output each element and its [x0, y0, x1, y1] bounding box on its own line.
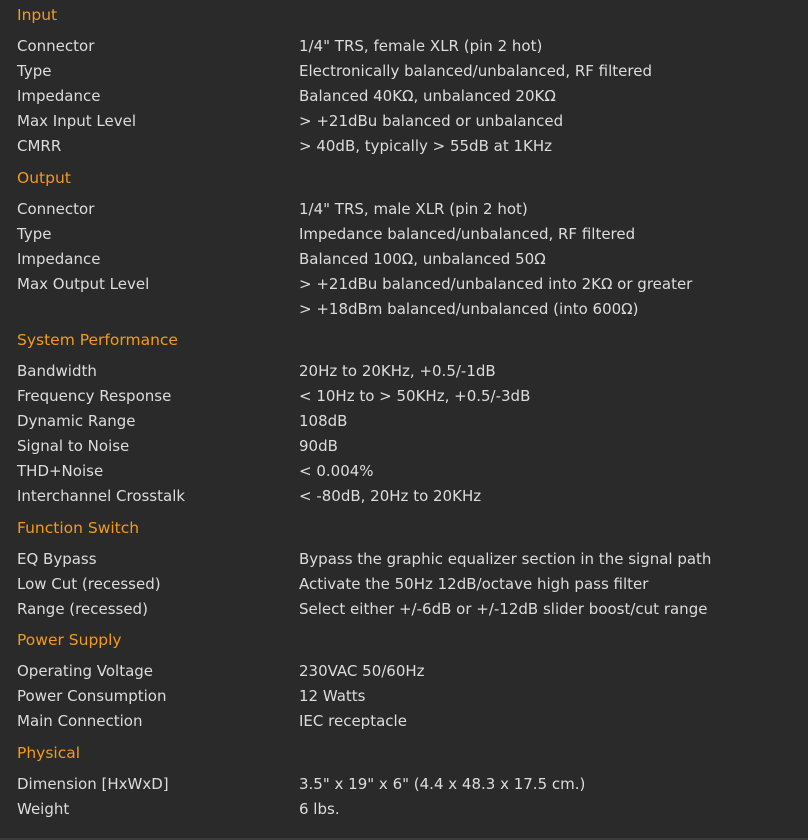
spec-label: Connector: [17, 200, 95, 218]
spec-row: [0, 686, 808, 711]
spec-value: 230VAC 50/60Hz: [299, 662, 425, 680]
spec-value: 20Hz to 20KHz, +0.5/-1dB: [299, 362, 496, 380]
spec-label: Signal to Noise: [17, 437, 130, 455]
spec-label: CMRR: [17, 137, 62, 155]
section-heading: Function Switch: [17, 519, 140, 537]
spec-row: [0, 86, 808, 111]
section-heading: Physical: [17, 744, 81, 762]
spec-row: [0, 436, 808, 461]
spec-value: > +21dBu balanced or unbalanced: [299, 112, 564, 130]
spec-row: [0, 199, 808, 224]
spec-row: [0, 549, 808, 574]
spec-value: 6 lbs.: [299, 800, 340, 818]
spec-label: Weight: [17, 800, 70, 818]
spec-row: [0, 61, 808, 86]
spec-row: [0, 774, 808, 799]
spec-value: IEC receptacle: [299, 712, 407, 730]
spec-row: [0, 461, 808, 486]
spec-row: [0, 711, 808, 736]
spec-label: Connector: [17, 37, 95, 55]
spec-value: 1/4" TRS, female XLR (pin 2 hot): [299, 37, 543, 55]
section-heading: System Performance: [17, 331, 178, 349]
spec-value: Impedance balanced/unbalanced, RF filtered: [299, 225, 636, 243]
spec-label: Dimension [HxWxD]: [17, 775, 169, 793]
spec-row: [0, 299, 808, 324]
spec-label: Range (recessed): [17, 600, 148, 618]
spec-value: 3.5" x 19" x 6" (4.4 x 48.3 x 17.5 cm.): [299, 775, 586, 793]
spec-value: < -80dB, 20Hz to 20KHz: [299, 487, 482, 505]
spec-value: < 0.004%: [299, 462, 374, 480]
spec-value: 12 Watts: [299, 687, 366, 705]
spec-label: Max Input Level: [17, 112, 136, 130]
spec-row: [0, 136, 808, 161]
spec-row: [0, 799, 808, 824]
spec-row: [0, 599, 808, 624]
spec-value: Electronically balanced/unbalanced, RF filtered: [299, 62, 652, 80]
spec-value: 108dB: [299, 412, 348, 430]
spec-value: Balanced 100Ω, unbalanced 50Ω: [299, 250, 546, 268]
spec-value: > 40dB, typically > 55dB at 1KHz: [299, 137, 553, 155]
section-heading: Input: [17, 6, 58, 24]
spec-label: Interchannel Crosstalk: [17, 487, 186, 505]
spec-row: [0, 274, 808, 299]
section-heading: Power Supply: [17, 631, 122, 649]
spec-row: [0, 661, 808, 686]
spec-row: [0, 386, 808, 411]
spec-label: Bandwidth: [17, 362, 97, 380]
spec-value: > +21dBu balanced/unbalanced into 2KΩ or greater: [299, 275, 693, 293]
spec-value: Activate the 50Hz 12dB/octave high pass filter: [299, 575, 649, 593]
spec-label: Power Consumption: [17, 687, 167, 705]
spec-row: [0, 111, 808, 136]
spec-label: Type: [17, 225, 52, 243]
spec-label: Operating Voltage: [17, 662, 154, 680]
spec-value: 1/4" TRS, male XLR (pin 2 hot): [299, 200, 528, 218]
spec-label: Type: [17, 62, 52, 80]
spec-label: Impedance: [17, 250, 101, 268]
spec-row: [0, 224, 808, 249]
spec-value: Select either +/-6dB or +/-12dB slider boost/cut range: [299, 600, 708, 618]
spec-value: > +18dBm balanced/unbalanced (into 600Ω): [299, 300, 639, 318]
spec-label: Frequency Response: [17, 387, 172, 405]
spec-label: Main Connection: [17, 712, 143, 730]
spec-row: [0, 486, 808, 511]
spec-row: [0, 574, 808, 599]
section-heading: Output: [17, 169, 71, 187]
spec-label: EQ Bypass: [17, 550, 97, 568]
spec-label: Impedance: [17, 87, 101, 105]
spec-value: Bypass the graphic equalizer section in the signal path: [299, 550, 712, 568]
spec-value: < 10Hz to > 50KHz, +0.5/-3dB: [299, 387, 531, 405]
spec-row: [0, 249, 808, 274]
spec-label: Low Cut (recessed): [17, 575, 161, 593]
spec-label: Max Output Level: [17, 275, 150, 293]
spec-value: Balanced 40KΩ, unbalanced 20KΩ: [299, 87, 556, 105]
spec-row: [0, 411, 808, 436]
spec-label: Dynamic Range: [17, 412, 136, 430]
spec-label: THD+Noise: [17, 462, 104, 480]
spec-row: [0, 36, 808, 61]
spec-row: [0, 361, 808, 386]
spec-value: 90dB: [299, 437, 338, 455]
